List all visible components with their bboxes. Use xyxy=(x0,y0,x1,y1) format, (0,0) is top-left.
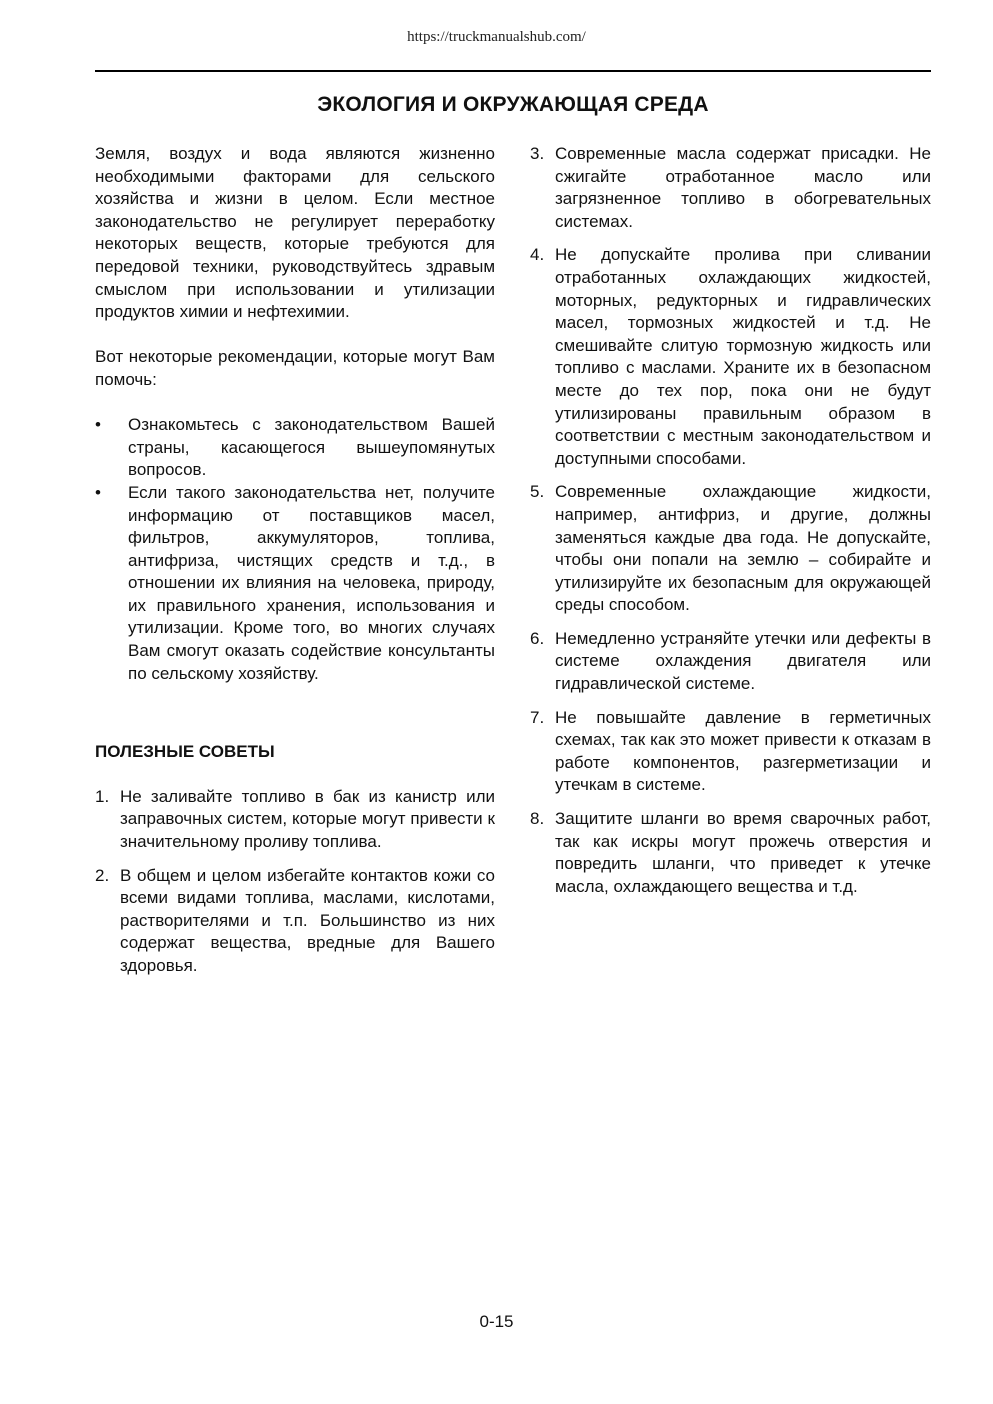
bullet-text: Если такого законодательства нет, получите информацию от поставщиков масел, фильтров, аккумуляторов, топлива, антифриза, чистящих средств и т.д., в отношении их влияния на человека, природу, их правильного хранения, использования и утилизации. Кроме того, во многих случаях Вам смогут оказать содействие консультанты по сельскому хозяйству. xyxy=(128,482,495,683)
bullet-list xyxy=(95,414,495,685)
tip-text: Не допускайте пролива при сливании отработанных охлаждающих жидкостей, моторных, редукторных и гидравлических масел, тормозных жидкостей и т.д. Не смешивайте слитую тормозную жидкость или топливо с маслами. Храните их в безопасном месте до тех пор, пока они не будут утилизированы правильным образом в соответствии с местным законодательством и доступными способами. xyxy=(555,245,931,468)
bullet-icon: • xyxy=(95,482,101,502)
tip-item xyxy=(530,143,931,233)
tip-number: 4. xyxy=(530,245,545,265)
tip-item xyxy=(530,808,931,898)
intro-recommendations: Вот некоторые рекомендации, которые могут Вам помочь: xyxy=(95,347,495,389)
tip-text: Современные охлаждающие жидкости, например, антифриз, и другие, должны заменяться каждые два года. Не допускайте, чтобы они попали на землю – собирайте и утилизируйте их безопасным для окружающей среды способом. xyxy=(555,482,931,615)
right-column xyxy=(530,143,931,909)
tip-item xyxy=(95,786,495,854)
tips-list-left xyxy=(95,786,495,978)
bullet-icon: • xyxy=(95,415,101,435)
tip-item xyxy=(530,628,931,696)
tips-list-right xyxy=(530,143,931,898)
tip-item xyxy=(95,865,495,978)
tip-number: 5. xyxy=(530,482,545,502)
tip-number: 6. xyxy=(530,628,545,648)
tip-text: Не повышайте давление в герметичных схемах, так как это может привести к отказам в работе компонентов, разгерметизации и утечкам в системе. xyxy=(555,707,931,795)
tip-text: Не заливайте топливо в бак из канистр или заправочных систем, которые могут привести к значительному проливу топлива. xyxy=(120,786,495,852)
source-url: https://truckmanualshub.com/ xyxy=(407,29,586,45)
page-title: ЭКОЛОГИЯ И ОКРУЖАЮЩАЯ СРЕДА xyxy=(317,93,709,116)
tip-number: 2. xyxy=(95,865,110,885)
tip-text: В общем и целом избегайте контактов кожи со всеми видами топлива, маслами, кислотами, растворителями и т.п. Большинство из них содержат вещества, вредные для Вашего здоровья. xyxy=(120,865,495,975)
bullet-item xyxy=(95,414,495,482)
section-heading: ПОЛЕЗНЫЕ СОВЕТЫ xyxy=(95,742,275,762)
left-column xyxy=(95,143,495,989)
tip-item xyxy=(530,244,931,470)
tip-number: 7. xyxy=(530,707,545,727)
tip-number: 3. xyxy=(530,144,545,163)
tip-item xyxy=(530,707,931,797)
header-rule xyxy=(95,70,931,72)
tip-text: Немедленно устраняйте утечки или дефекты в системе охлаждения двигателя или гидравлической системе. xyxy=(555,628,931,694)
intro-paragraph: Земля, воздух и вода являются жизненно необходимыми факторами для сельского хозяйства и жизни в целом. Если местное законодательство не регулирует переработку некоторых веществ, которые требуются для передовой техники, руководствуйтесь здравым смыслом при использовании и утилизации продуктов химии и нефтехимии. xyxy=(95,144,495,322)
tip-item xyxy=(530,481,931,617)
bullet-text: Ознакомьтесь с законодательством Вашей страны, касающегося вышеупомянутых вопросов. xyxy=(128,415,495,480)
tip-number: 8. xyxy=(530,809,545,829)
bullet-item xyxy=(95,482,495,685)
page-number: 0-15 xyxy=(479,1312,514,1331)
tip-text: Защитите шланги во время сварочных работ, так как искры могут прожечь отверстия и повредить шланги, что приведет к утечке масла, охлаждающего вещества и т.д. xyxy=(555,809,931,896)
tip-text: Современные масла содержат присадки. Не сжигайте отработанное масло или загрязненное топливо в обогревательных системах. xyxy=(555,144,931,231)
tip-number: 1. xyxy=(95,786,110,806)
